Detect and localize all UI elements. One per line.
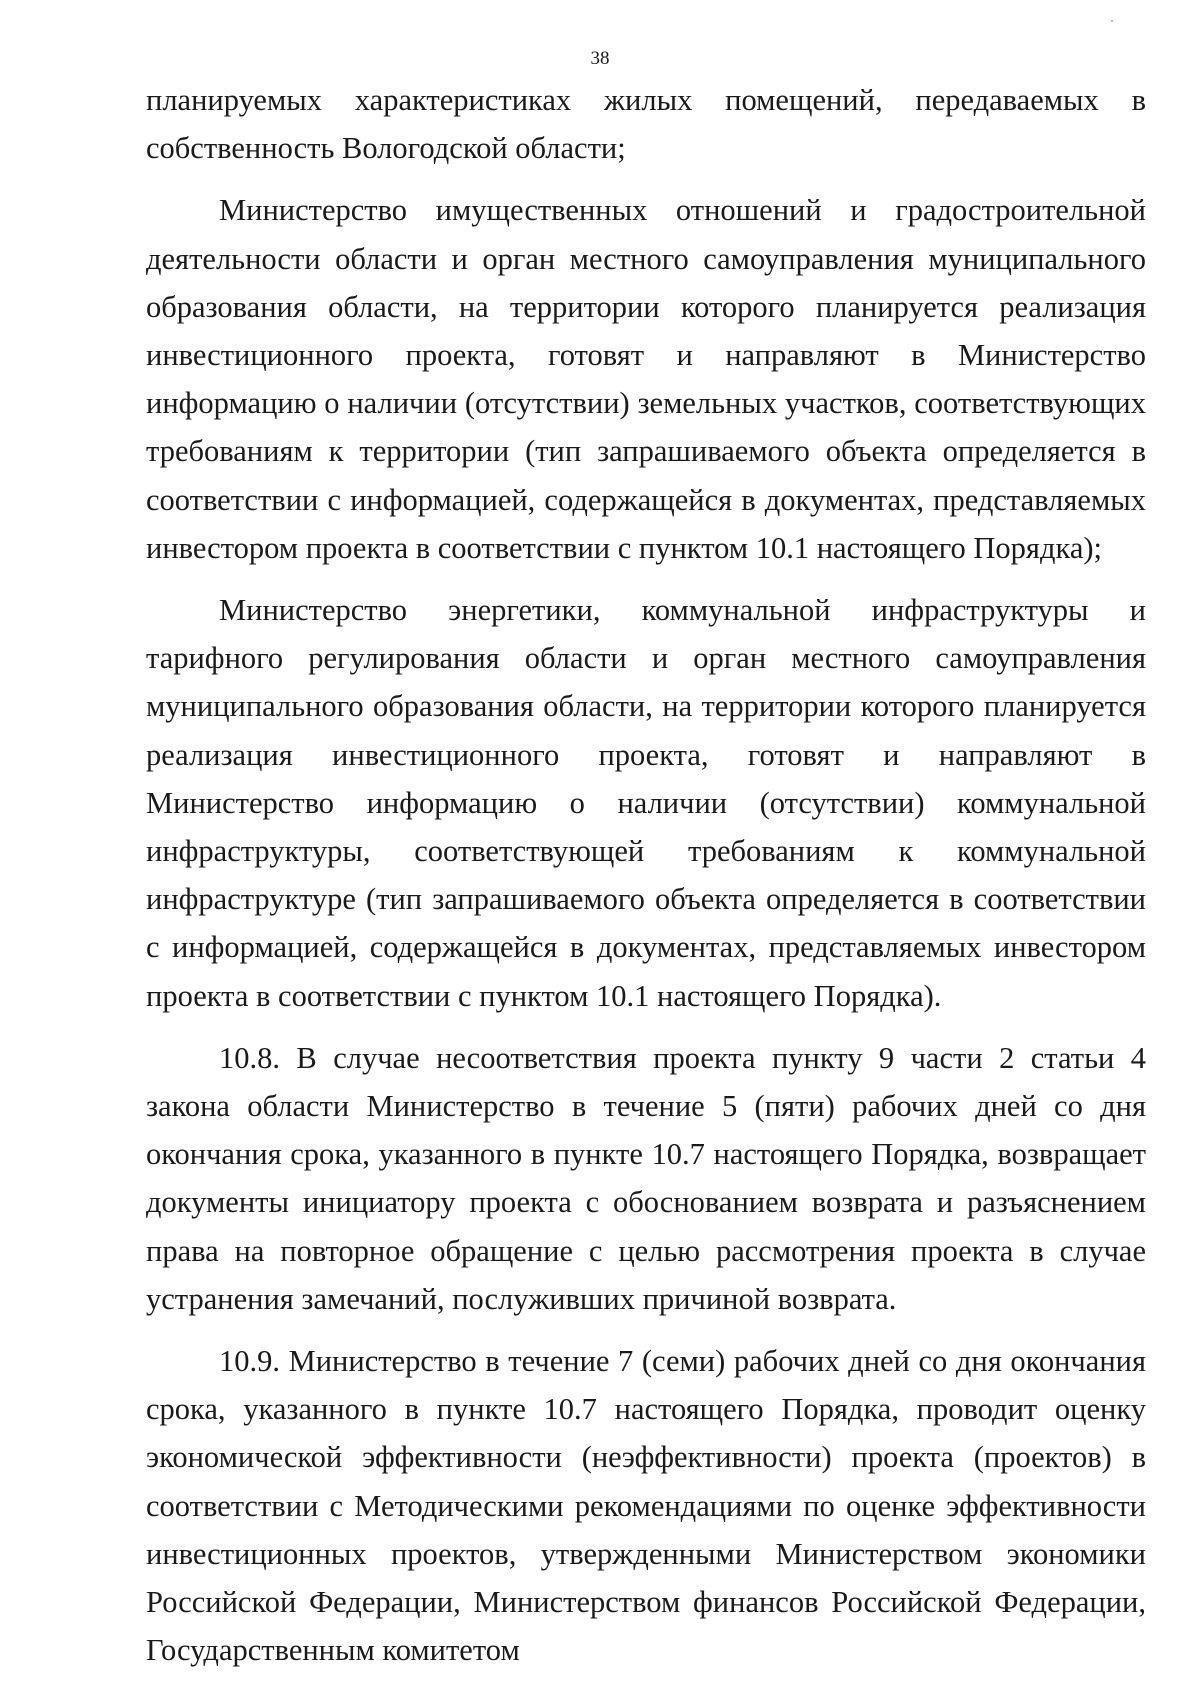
paragraph-property-ministry: Министерство имущественных отношений и градостроительной деятельности области и орган местного самоуправления муниципального образования области, на территории которого планируется реализация инвестиционного проекта, готовят и направляют в Министерство информацию о наличии (отсутствии) земельных участков, соответствующих требованиям к территории (тип запрашиваемого объекта определяется в соответствии с информацией, содержащейся в документах, представляемых инвестором проекта в соответствии с пунктом 10.1 настоящего Порядка); bbox=[146, 193, 1146, 565]
paragraph-continuation: планируемых характеристиках жилых помещений, передаваемых в собственность Вологодской области; bbox=[146, 83, 1146, 166]
paragraph-energy-ministry: Министерство энергетики, коммунальной инфраструктуры и тарифного регулирования области и орган местного самоуправления муниципального образования области, на территории которого планируется реализация инвестиционного проекта, готовят и направляют в Министерство информацию о наличии (отсутствии) коммунальной инфраструктуры, соответствующей требованиям к коммунальной инфраструктуре (тип запрашиваемого объекта определяется в соответствии с информацией, содержащейся в документах, представляемых инвестором проекта в соответствии с пунктом 10.1 настоящего Порядка). bbox=[146, 593, 1146, 1013]
page-number: 38 bbox=[590, 48, 610, 69]
paragraph-clause-10-9: 10.9. Министерство в течение 7 (семи) рабочих дней со дня окончания срока, указанного в пункте 10.7 настоящего Порядка, проводит оценку экономической эффективности (неэффективности) проекта (проектов) в соответствии с Методическими рекомендациями по оценке эффективности инвестиционных проектов, утвержденными Министерством экономики Российской Федерации, Министерством финансов Российской Федерации, Государственным комитетом bbox=[146, 1344, 1146, 1668]
paragraph-clause-10-8: 10.8. В случае несоответствия проекта пункту 9 части 2 статьи 4 закона области Министерство в течение 5 (пяти) рабочих дней со дня окончания срока, указанного в пункте 10.7 настоящего Порядка, возвращает документы инициатору проекта с обоснованием возврата и разъяснением права на повторное обращение с целью рассмотрения проекта в случае устранения замечаний, послуживших причиной возврата. bbox=[146, 1040, 1146, 1316]
scan-speck bbox=[1111, 20, 1113, 22]
document-body bbox=[146, 76, 1146, 1675]
